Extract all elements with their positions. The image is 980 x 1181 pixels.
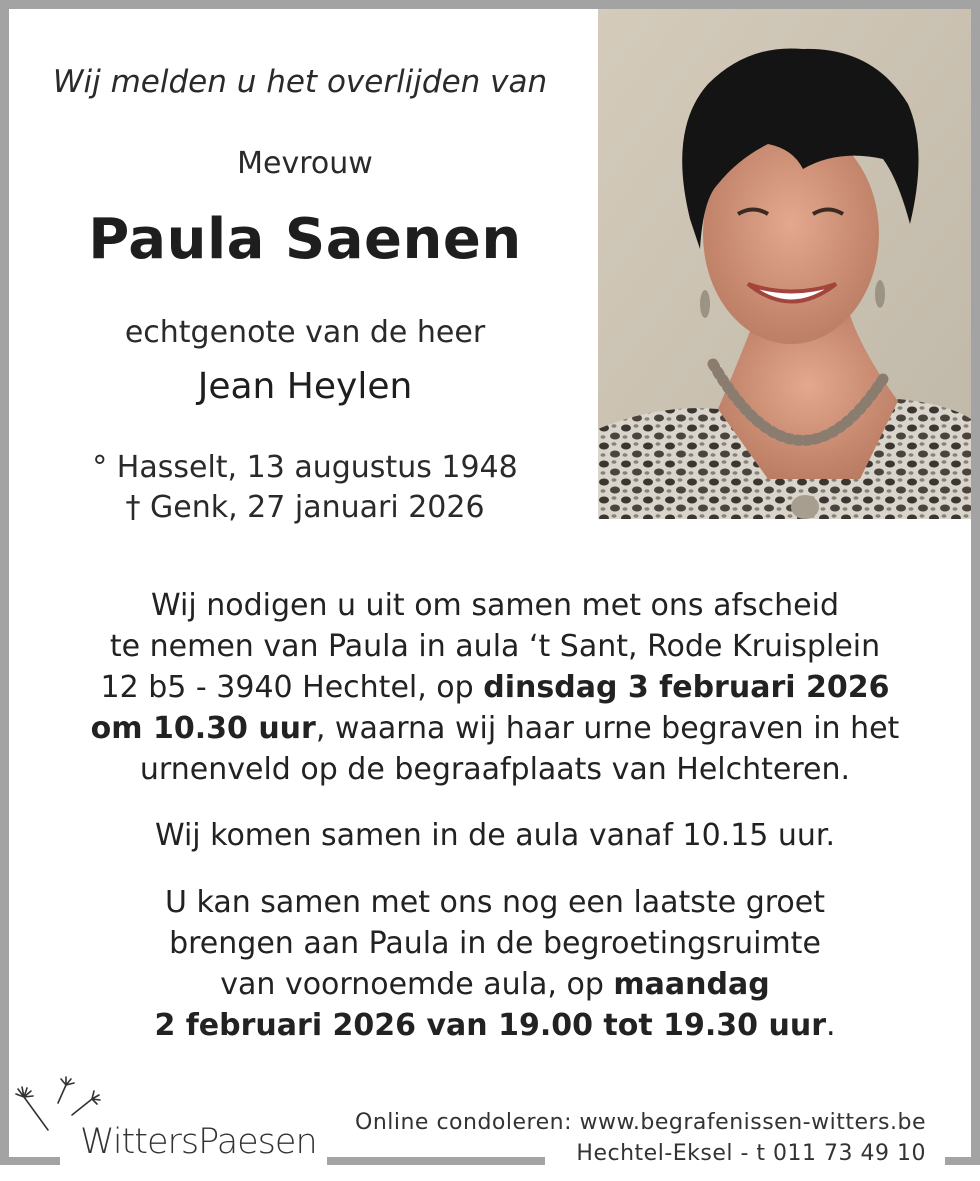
ceremony-line-4 [0, 708, 980, 749]
ceremony-date: dinsdag 3 februari 2026 [483, 670, 890, 705]
farewell-line-2: brengen aan Paula in de begroetingsruimte [169, 926, 821, 961]
ceremony-line-3-text: 12 b5 - 3940 Hechtel, op [100, 670, 484, 705]
life-dates [0, 448, 610, 528]
honorific: Mevrouw [237, 146, 373, 181]
gathering-text: Wij komen samen in de aula vanaf 10.15 uur. [154, 818, 836, 853]
birth-line: ° Hasselt, 13 augustus 1948 [92, 450, 518, 485]
farewell-line-4 [0, 1005, 980, 1046]
funeral-home-logo: WittersPaesen [80, 1122, 317, 1162]
portrait-photo [598, 9, 971, 519]
frame-top [0, 0, 980, 9]
ceremony-time: om 10.30 uur [90, 711, 316, 746]
farewell-line-3-text: van voornoemde aula, op [220, 967, 614, 1002]
frame-bottom-right [945, 1157, 980, 1165]
spouse-label: echtgenote van de heer [124, 315, 486, 350]
intro-text: Wij melden u het overlijden van [52, 64, 548, 100]
farewell-line-4-end: . [826, 1008, 836, 1043]
farewell-line-3 [0, 964, 980, 1005]
deceased-name: Paula Saenen [88, 207, 522, 272]
ceremony-line-3 [0, 667, 980, 708]
death-line: † Genk, 27 januari 2026 [125, 490, 485, 525]
ceremony-line-5: urnenveld op de begraafplaats van Helchteren. [139, 752, 851, 787]
frame-bottom-left [0, 1157, 60, 1165]
condolence-link[interactable]: Online condoleren: www.begrafenissen-witters.be [355, 1110, 926, 1135]
contact-info: Hechtel-Eksel - t 011 73 49 10 [576, 1141, 926, 1166]
farewell-date-time: 2 februari 2026 van 19.00 tot 19.30 uur [154, 1008, 827, 1043]
ceremony-line-4-text: , waarna wij haar urne begraven in het [315, 711, 900, 746]
farewell-paragraph [0, 882, 980, 1046]
ceremony-line-2: te nemen van Paula in aula ‘t Sant, Rode Kruisplein [109, 629, 881, 664]
farewell-day: maandag [613, 967, 770, 1002]
farewell-line-1: U kan samen met ons nog een laatste groet [165, 885, 825, 920]
frame-bottom-middle [327, 1157, 545, 1165]
ceremony-paragraph [0, 585, 980, 790]
ceremony-line-1: Wij nodigen u uit om samen met ons afscheid [151, 588, 839, 623]
spouse-name: Jean Heylen [197, 366, 413, 407]
